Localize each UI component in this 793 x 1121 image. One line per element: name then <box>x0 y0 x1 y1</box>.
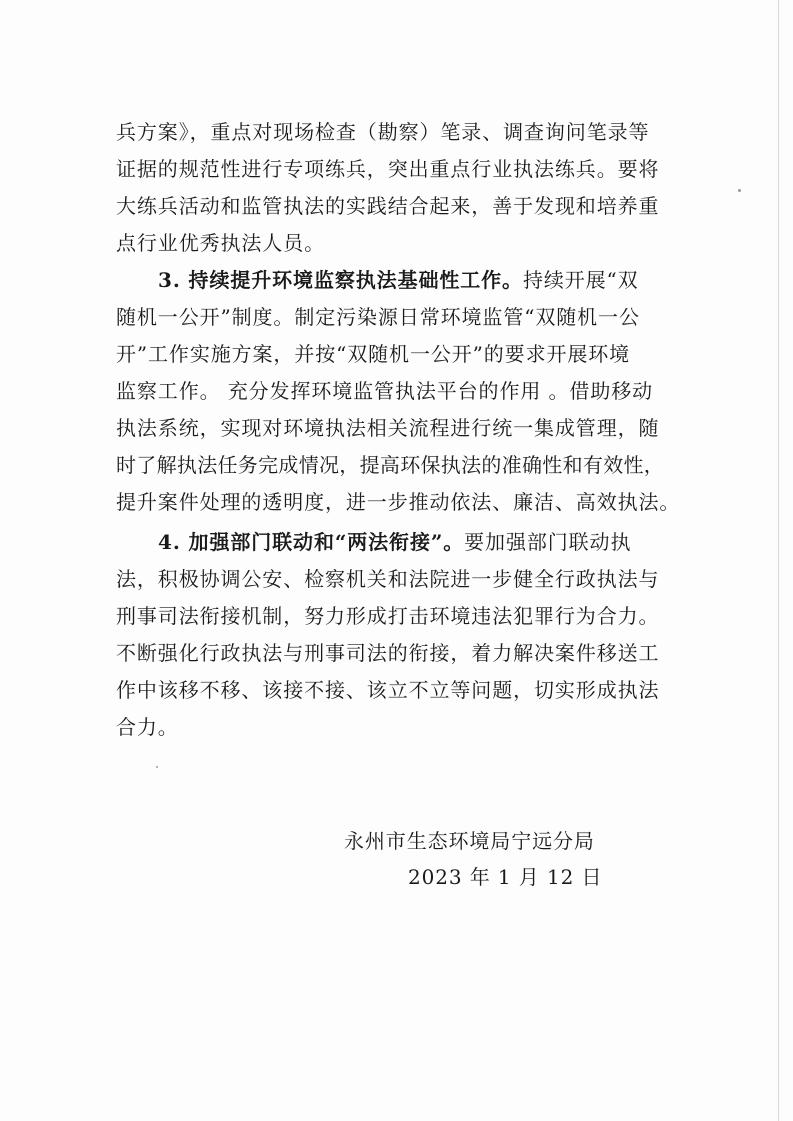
body-line: 时了解执法任务完成情况，提高环保执法的准确性和有效性， <box>116 453 665 477</box>
body-line: 不断强化行政执法与刑事司法的衔接，着力解决案件移送工 <box>116 641 660 665</box>
body-line: 点行业优秀执法人员。 <box>116 231 325 255</box>
scan-speck <box>738 189 741 192</box>
scan-speck <box>156 766 158 768</box>
body-line: 法，积极协调公安、检察机关和法院进一步健全行政执法与 <box>116 567 660 591</box>
item4-first-line <box>158 527 631 557</box>
body-line: 刑事司法衔接机制，努力形成打击环境违法犯罪行为合力。 <box>116 604 660 628</box>
item3-first-rest: 持续开展“双 <box>522 268 639 292</box>
body-line: 合力。 <box>116 715 179 739</box>
body-line: 监察工作。 充分发挥环境监管执法平台的作用 。借助移动 <box>116 379 654 403</box>
signature-date: 2023 年 1 月 12 日 <box>408 865 603 889</box>
body-line: 证据的规范性进行专项练兵，突出重点行业执法练兵。要将 <box>116 157 660 181</box>
body-line: 大练兵活动和监管执法的实践结合起来，善于发现和培养重 <box>116 194 660 218</box>
body-line: 执法系统，实现对环境执法相关流程进行统一集成管理，随 <box>116 416 660 440</box>
item4-first-rest: 要加强部门联动执 <box>464 530 632 554</box>
signature-org: 永州市生态环境局宁远分局 <box>344 829 595 853</box>
item4-heading: 4. 加强部门联动和“两法衔接”。 <box>158 530 465 554</box>
scan-edge-line <box>778 0 779 1121</box>
body-line: 开”工作实施方案，并按“双随机一公开”的要求开展环境 <box>116 342 631 366</box>
body-line: 提升案件处理的透明度，进一步推动依法、廉洁、高效执法。 <box>116 490 681 514</box>
item3-heading: 3. 持续提升环境监察执法基础性工作。 <box>158 268 523 292</box>
body-line: 作中该移不移、该接不接、该立不立等问题，切实形成执法 <box>116 678 660 702</box>
body-line: 随机一公开”制度。制定污染源日常环境监管“双随机一公 <box>116 305 640 329</box>
item3-first-line <box>158 265 639 295</box>
body-line: 兵方案》，重点对现场检查（勘察）笔录、调查询问笔录等 <box>116 120 650 144</box>
